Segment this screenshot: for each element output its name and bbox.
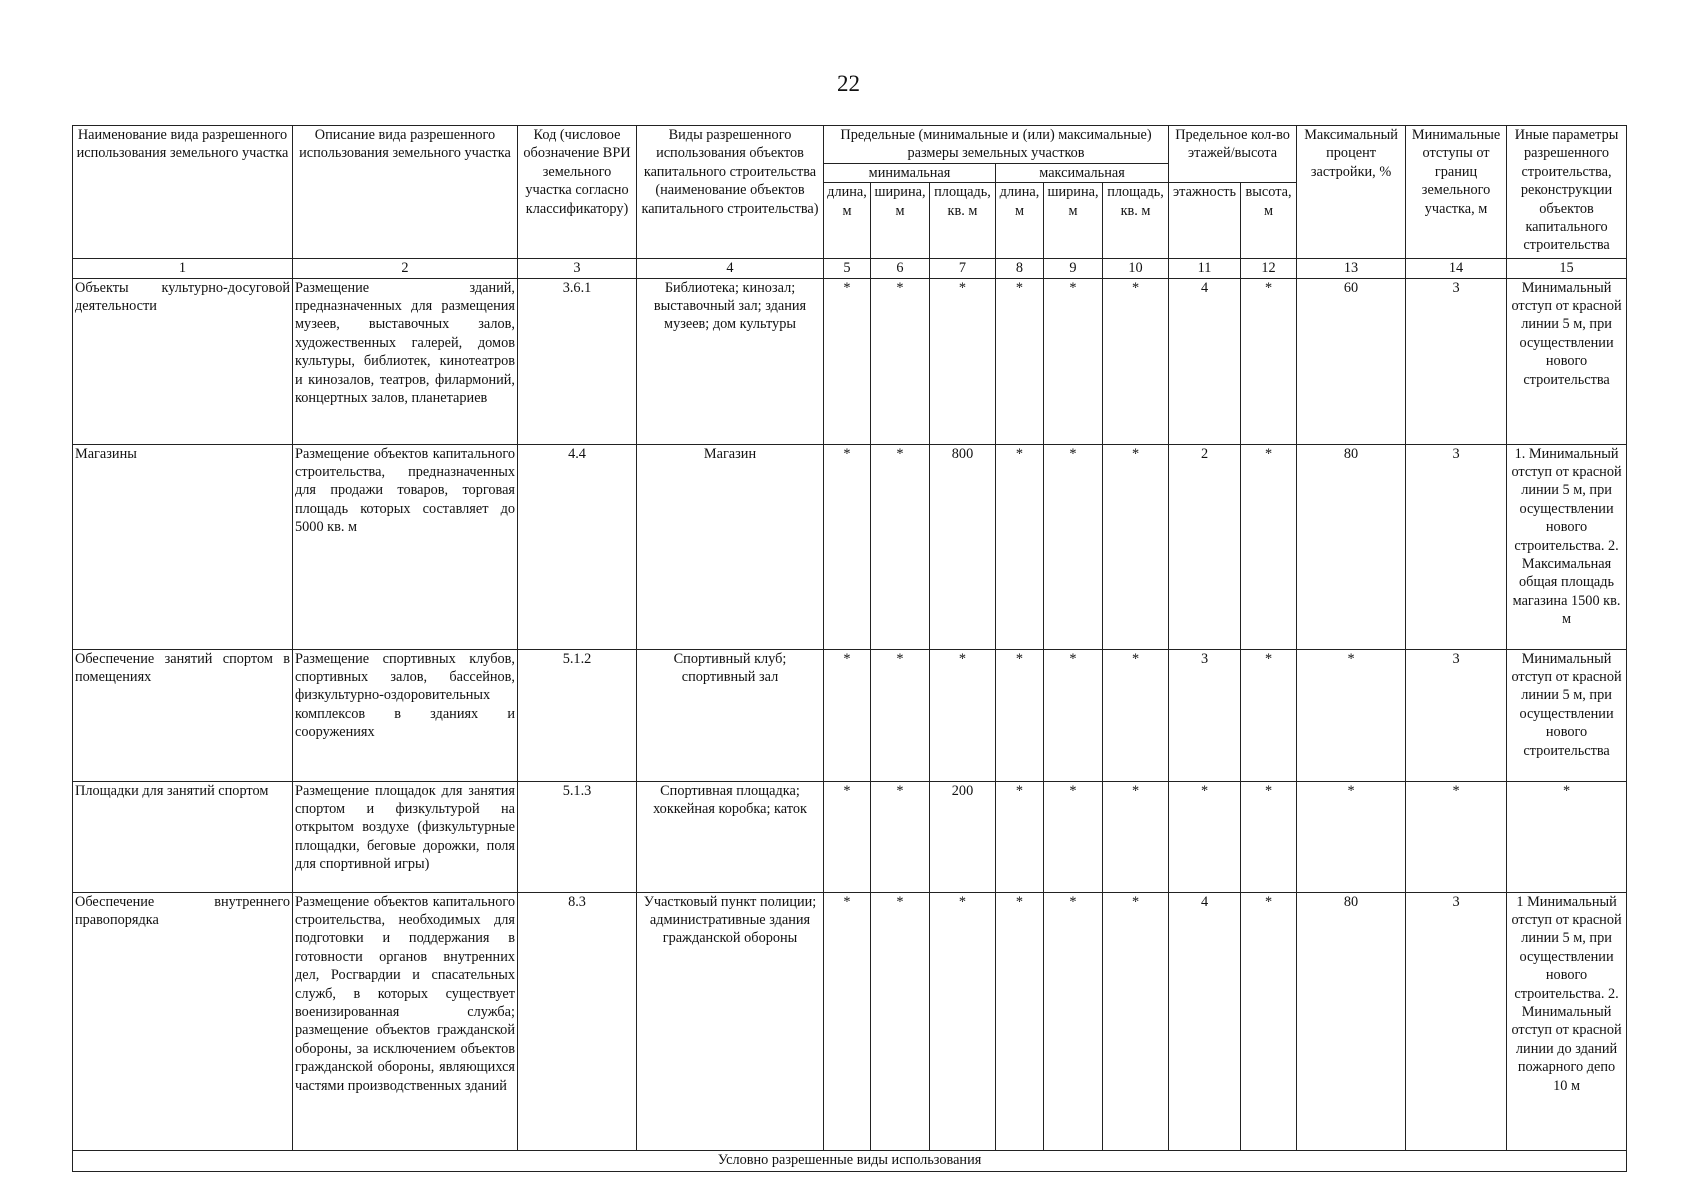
use-name: Магазины <box>73 444 293 649</box>
height-value: * <box>1241 781 1297 892</box>
column-number: 14 <box>1406 259 1507 278</box>
other-params-value: Минимальный отступ от красной линии 5 м, при осуществлении нового строительства <box>1507 649 1627 781</box>
section-row <box>73 1150 1627 1171</box>
min-area-value: * <box>930 278 996 444</box>
header-min-group: минимальная <box>824 163 996 182</box>
header-min-area: площадь, кв. м <box>930 183 996 259</box>
header-description: Описание вида разрешенного использования земельного участка <box>293 126 518 259</box>
use-code: 4.4 <box>518 444 637 649</box>
header-max-area: площадь, кв. м <box>1103 183 1169 259</box>
use-name: Обеспечение занятий спортом в помещениях <box>73 649 293 781</box>
column-number: 12 <box>1241 259 1297 278</box>
use-objects: Спортивная площадка; хоккейная коробка; каток <box>637 781 824 892</box>
header-max-width: ширина, м <box>1044 183 1103 259</box>
use-code: 8.3 <box>518 892 637 1150</box>
other-params-value: 1. Минимальный отступ от красной линии 5 м, при осуществлении нового строительства. 2. Максимальная общая площадь магазина 1500 кв. м <box>1507 444 1627 649</box>
use-code: 5.1.3 <box>518 781 637 892</box>
other-params-value: Минимальный отступ от красной линии 5 м, при осуществлении нового строительства <box>1507 278 1627 444</box>
floors-value: * <box>1169 781 1241 892</box>
max-width-value: * <box>1044 892 1103 1150</box>
header-row-1 <box>73 126 1627 164</box>
setback-value: 3 <box>1406 892 1507 1150</box>
header-floors-group: Предельное кол-во этажей/высота <box>1169 126 1297 183</box>
land-use-table <box>72 125 1627 1172</box>
header-max-length: длина, м <box>996 183 1044 259</box>
min-width-value: * <box>871 278 930 444</box>
other-params-value: * <box>1507 781 1627 892</box>
column-number-row <box>73 259 1627 278</box>
column-number: 15 <box>1507 259 1627 278</box>
column-number: 5 <box>824 259 871 278</box>
header-max-group: максимальная <box>996 163 1169 182</box>
height-value: * <box>1241 278 1297 444</box>
table-row <box>73 649 1627 781</box>
use-description: Размещение спортивных клубов, спортивных залов, бассейнов, физкультурно-оздоровительных комплексов в зданиях и сооружениях <box>293 649 518 781</box>
max-length-value: * <box>996 892 1044 1150</box>
other-params-value: 1 Минимальный отступ от красной линии 5 м, при осуществлении нового строительства. 2. Минимальный отступ от красной линии до зданий пожарного депо 10 м <box>1507 892 1627 1150</box>
column-number: 2 <box>293 259 518 278</box>
conditional-uses-heading: Условно разрешенные виды использования <box>73 1150 1627 1171</box>
min-width-value: * <box>871 892 930 1150</box>
use-name: Обеспечение внутреннего правопорядка <box>73 892 293 1150</box>
build-percent-value: 80 <box>1297 892 1406 1150</box>
build-percent-value: * <box>1297 649 1406 781</box>
use-description: Размещение площадок для занятия спортом и физкультурой на открытом воздухе (физкультурные площадки, беговые дорожки, поля для спортивной игры) <box>293 781 518 892</box>
table-row <box>73 278 1627 444</box>
height-value: * <box>1241 649 1297 781</box>
use-objects: Спортивный клуб; спортивный зал <box>637 649 824 781</box>
min-area-value: * <box>930 649 996 781</box>
table-row <box>73 781 1627 892</box>
column-number: 10 <box>1103 259 1169 278</box>
column-number: 1 <box>73 259 293 278</box>
use-code: 3.6.1 <box>518 278 637 444</box>
header-objects: Виды разрешенного использования объектов капитального строительства (наименование объектов капитального строительства) <box>637 126 824 259</box>
max-length-value: * <box>996 444 1044 649</box>
header-name: Наименование вида разрешенного использования земельного участка <box>73 126 293 259</box>
min-width-value: * <box>871 781 930 892</box>
column-number: 13 <box>1297 259 1406 278</box>
min-length-value: * <box>824 649 871 781</box>
floors-value: 3 <box>1169 649 1241 781</box>
header-floors: этажность <box>1169 183 1241 259</box>
header-height: высота, м <box>1241 183 1297 259</box>
column-number: 6 <box>871 259 930 278</box>
max-length-value: * <box>996 781 1044 892</box>
header-min-width: ширина, м <box>871 183 930 259</box>
table-row <box>73 892 1627 1150</box>
header-size-group: Предельные (минимальные и (или) максимальные) размеры земельных участков <box>824 126 1169 164</box>
min-area-value: 800 <box>930 444 996 649</box>
column-number: 4 <box>637 259 824 278</box>
max-area-value: * <box>1103 278 1169 444</box>
column-number: 7 <box>930 259 996 278</box>
min-length-value: * <box>824 781 871 892</box>
header-other-params: Иные параметры разрешенного строительства, реконструкции объектов капитального строительства <box>1507 126 1627 259</box>
column-number: 8 <box>996 259 1044 278</box>
column-number: 9 <box>1044 259 1103 278</box>
use-objects: Библиотека; кинозал; выставочный зал; здания музеев; дом культуры <box>637 278 824 444</box>
max-width-value: * <box>1044 649 1103 781</box>
build-percent-value: 60 <box>1297 278 1406 444</box>
max-area-value: * <box>1103 649 1169 781</box>
use-name: Площадки для занятий спортом <box>73 781 293 892</box>
floors-value: 2 <box>1169 444 1241 649</box>
min-area-value: 200 <box>930 781 996 892</box>
build-percent-value: * <box>1297 781 1406 892</box>
max-width-value: * <box>1044 444 1103 649</box>
max-area-value: * <box>1103 444 1169 649</box>
table-row <box>73 444 1627 649</box>
floors-value: 4 <box>1169 892 1241 1150</box>
height-value: * <box>1241 444 1297 649</box>
header-setbacks: Минимальные отступы от границ земельного участка, м <box>1406 126 1507 259</box>
use-description: Размещение объектов капитального строительства, необходимых для подготовки и поддержания в готовности органов внутренних дел, Росгвардии и спасательных служб, в которых существует военизированная служба; размещение объектов гражданской обороны, за исключением объектов гражданской обороны, являющихся частями производственных зданий <box>293 892 518 1150</box>
min-length-value: * <box>824 278 871 444</box>
use-description: Размещение объектов капитального строительства, предназначенных для продажи товаров, торговая площадь которых составляет до 5000 кв. м <box>293 444 518 649</box>
min-width-value: * <box>871 444 930 649</box>
setback-value: 3 <box>1406 278 1507 444</box>
use-objects: Участковый пункт полиции; административные здания гражданской обороны <box>637 892 824 1150</box>
max-width-value: * <box>1044 278 1103 444</box>
height-value: * <box>1241 892 1297 1150</box>
header-build-percent: Максимальный процент застройки, % <box>1297 126 1406 259</box>
min-area-value: * <box>930 892 996 1150</box>
max-area-value: * <box>1103 781 1169 892</box>
use-description: Размещение зданий, предназначенных для размещения музеев, выставочных залов, художественных галерей, домов культуры, библиотек, кинотеатров и кинозалов, театров, филармоний, концертных залов, планетариев <box>293 278 518 444</box>
min-length-value: * <box>824 444 871 649</box>
min-width-value: * <box>871 649 930 781</box>
header-code: Код (числовое обозначение ВРИ земельного участка согласно классификатору) <box>518 126 637 259</box>
use-name: Объекты культурно-досуговой деятельности <box>73 278 293 444</box>
column-number: 3 <box>518 259 637 278</box>
floors-value: 4 <box>1169 278 1241 444</box>
max-length-value: * <box>996 649 1044 781</box>
max-area-value: * <box>1103 892 1169 1150</box>
setback-value: 3 <box>1406 444 1507 649</box>
max-width-value: * <box>1044 781 1103 892</box>
build-percent-value: 80 <box>1297 444 1406 649</box>
header-min-length: длина, м <box>824 183 871 259</box>
min-length-value: * <box>824 892 871 1150</box>
setback-value: * <box>1406 781 1507 892</box>
setback-value: 3 <box>1406 649 1507 781</box>
max-length-value: * <box>996 278 1044 444</box>
use-code: 5.1.2 <box>518 649 637 781</box>
use-objects: Магазин <box>637 444 824 649</box>
column-number: 11 <box>1169 259 1241 278</box>
page-number: 22 <box>837 71 860 96</box>
